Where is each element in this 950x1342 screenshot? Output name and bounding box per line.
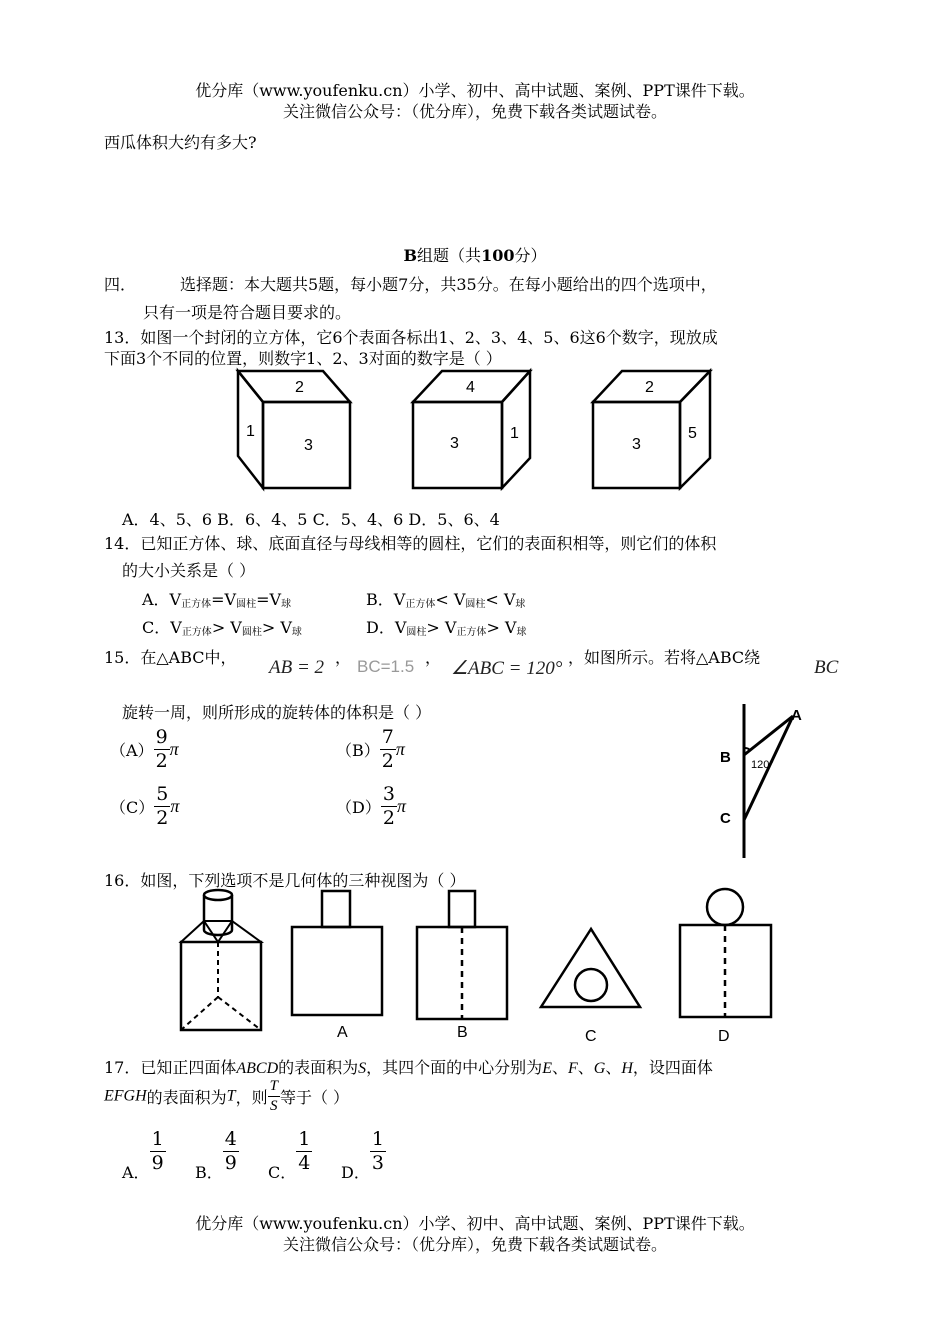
q17-option-c: C． $\frac{1}{4}$	[268, 1128, 311, 1182]
footer-line-1: 优分库（www.youfenku.cn）小学、初中、高中试题、案例、PPT课件下载。	[195, 1214, 755, 1233]
cube-2-side-face: 1	[510, 425, 519, 442]
q17-option-b: B． $\frac{4}{9}$	[195, 1128, 237, 1182]
q15-angle-abc: ∠ABC = 120°	[451, 658, 563, 679]
q13-cube-2	[410, 368, 535, 490]
cube-2-front-face: 3	[450, 435, 459, 452]
q13-line-1: 13．如图一个封闭的立方体，它6个表面各标出1、2、3、4、5、6这6个数字，现放成	[104, 328, 718, 347]
cube-3-side-face: 5	[688, 425, 697, 442]
cube-3-top-face: 2	[645, 379, 654, 396]
q15-axis-bc: BC	[814, 657, 839, 678]
q13-line-2: 下面3个不同的位置，则数字1、2、3对面的数字是（ ）	[104, 349, 502, 368]
cube-1-top-face: 2	[295, 379, 304, 396]
q16-figures	[175, 885, 775, 1045]
q17-option-d: D． $\frac{1}{3}$	[341, 1128, 384, 1182]
q13-cube-1	[235, 368, 355, 490]
view-b	[417, 891, 507, 1019]
cube-1-front-face: 3	[304, 437, 313, 454]
cube-1-side-face: 1	[246, 423, 255, 440]
view-d	[680, 889, 771, 1017]
q15-prefix: 15．在△ABC中，	[104, 648, 237, 667]
q17-line-1: 17．已知正四面体ABCD的表面积为S，其四个面的中心分别为E、F、G、H，设四面体	[104, 1058, 713, 1077]
header-line-1: 优分库（www.youfenku.cn）小学、初中、高中试题、案例、PPT课件下载。	[195, 81, 755, 100]
label-view-c: C	[585, 1028, 597, 1045]
label-a: A	[791, 707, 802, 724]
q14-option-a: A．$V_{正方体}=V_{圆柱}=V_球$	[142, 590, 292, 610]
q15-option-a: （A） $\frac{9}{2}$ π	[110, 726, 179, 772]
view-a	[292, 891, 382, 1015]
q13-options: A．4、5、6 B．6、4、5 C．5、4、6 D．5、6、4	[122, 510, 500, 529]
q13-cube-3	[590, 368, 715, 490]
label-view-d: D	[718, 1028, 730, 1045]
label-view-b: B	[457, 1024, 468, 1041]
label-c: C	[720, 810, 731, 827]
q17-option-a: A． $\frac{1}{9}$	[122, 1128, 164, 1182]
q15-mid-text: ，如图所示。若将△ABC绕	[568, 648, 761, 667]
q15-comma-2: ，	[425, 648, 442, 667]
label-angle: 120°	[751, 759, 774, 771]
q15-line-2: 旋转一周，则所形成的旋转体的体积是（ ）	[122, 703, 432, 722]
q15-ab-equals-2: AB = 2	[269, 657, 325, 678]
intro-text: 西瓜体积大约有多大?	[104, 133, 257, 152]
section-four-text: 选择题：本大题共5题，每小题7分，共35分。在每小题给出的四个选项中，	[180, 275, 717, 294]
q17-line-2: EFGH的表面积为T，则 $\frac{T}{S}$ 等于（ ）	[104, 1078, 350, 1114]
q15-comma-1: ，	[335, 648, 352, 667]
q14-option-d: D．$V_{圆柱}> V_{正方体}> V_球$	[366, 618, 527, 638]
section-four-text-2: 只有一项是符合题目要求的。	[143, 303, 352, 322]
label-view-a: A	[337, 1024, 348, 1041]
q15-bc-length: BC=1.5	[357, 657, 415, 676]
footer-line-2: 关注微信公众号：（优分库），免费下载各类试题试卷。	[282, 1235, 667, 1254]
label-b: B	[720, 749, 731, 766]
q15-triangle-figure	[715, 700, 825, 860]
q15-option-d: （D） $\frac{3}{2}$ π	[336, 783, 406, 829]
cube-3-front-face: 3	[632, 436, 641, 453]
section-title: B组题（共100分）	[403, 246, 547, 265]
view-c	[541, 929, 640, 1007]
q15-option-b: （B） $\frac{7}{2}$ π	[336, 726, 405, 772]
geometry-solid	[181, 890, 261, 1030]
cube-2-top-face: 4	[466, 379, 475, 396]
q14-line-1: 14．已知正方体、球、底面直径与母线相等的圆柱，它们的表面积相等，则它们的体积	[104, 534, 717, 553]
q16-text: 16．如图，下列选项不是几何体的三种视图为（ ）	[104, 871, 466, 890]
q14-option-b: B．$V_{正方体}< V_{圆柱}< V_球$	[366, 590, 526, 610]
q14-line-2: 的大小关系是（ ）	[122, 561, 256, 580]
q14-option-c: C．$V_{正方体}> V_{圆柱}> V_球$	[142, 618, 302, 638]
section-four-number: 四．	[104, 275, 137, 294]
q15-option-c: （C） $\frac{5}{2}$ π	[110, 783, 180, 829]
header-line-2: 关注微信公众号：（优分库），免费下载各类试题试卷。	[282, 102, 667, 121]
